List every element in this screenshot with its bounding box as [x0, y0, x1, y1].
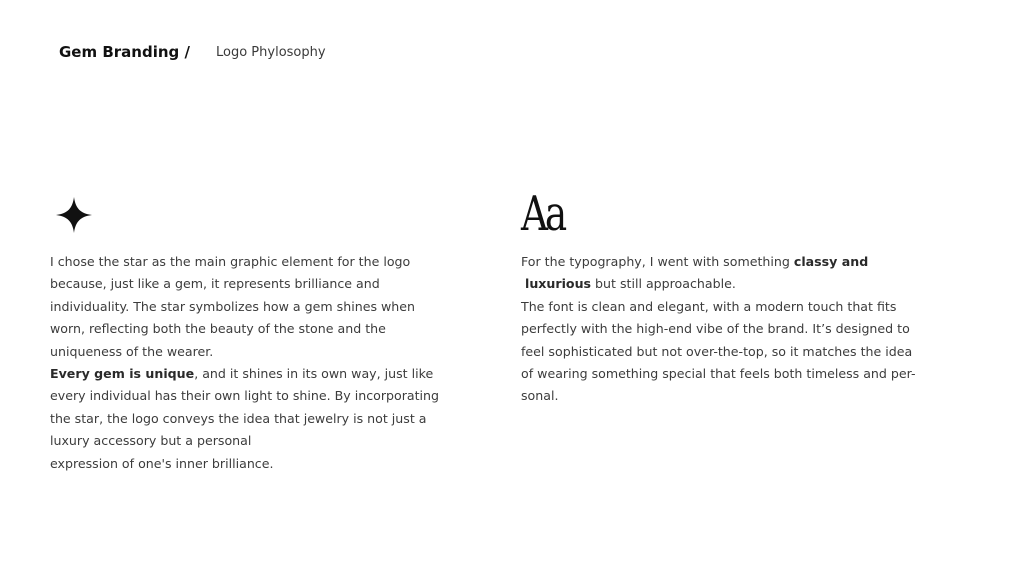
paragraph-line: I chose the star as the main graphic element for the logo — [50, 254, 411, 269]
paragraph-line: sonal. — [521, 388, 559, 404]
paragraph-line: worn, reflecting both the beauty of the stone and the — [50, 321, 386, 337]
paragraph-line: expression of one's inner brilliance. — [50, 455, 274, 471]
paragraph-line: because, just like a gem, it represents brilliance and — [50, 276, 380, 292]
paragraph-line — [50, 363, 470, 385]
paragraph-line: The font is clean and elegant, with a modern touch that fits — [521, 298, 897, 314]
paragraph-line — [521, 251, 951, 273]
paragraph-line: feel sophisticated but not over-the-top, so it matches the idea — [521, 343, 913, 359]
emphasis-text: classy and — [793, 254, 869, 269]
paragraph-line: every individual has their own light to shine. By incorporating — [50, 388, 440, 404]
logo-philosophy-text — [50, 251, 470, 475]
four-point-star-icon — [56, 197, 92, 233]
paragraph-fragment: but still approachable. — [591, 276, 736, 292]
paragraph-line: luxury accessory but a personal — [50, 433, 252, 449]
breadcrumb-brand: Gem Branding / — [59, 43, 190, 61]
typography-text — [521, 251, 951, 408]
paragraph-line: individuality. The star symbolizes how a gem shines when — [50, 298, 416, 314]
paragraph-fragment: For the typography, I went with something — [521, 254, 794, 269]
emphasis-text: Every gem is unique — [50, 366, 195, 382]
paragraph-line: the star, the logo conveys the idea that jewelry is not just a — [50, 410, 427, 426]
paragraph-line: of wearing something special that feels both timeless and per- — [521, 366, 916, 382]
emphasis-text: luxurious — [525, 276, 592, 292]
paragraph-line — [521, 273, 951, 295]
breadcrumb-section: Logo Phylosophy — [216, 45, 326, 60]
typography-sample-icon: Aa — [521, 186, 565, 242]
paragraph-fragment: , and it shines in its own way, just like — [194, 366, 434, 382]
paragraph-line: uniqueness of the wearer. — [50, 343, 214, 359]
paragraph-line: perfectly with the high-end vibe of the brand. It’s designed to — [521, 321, 910, 337]
